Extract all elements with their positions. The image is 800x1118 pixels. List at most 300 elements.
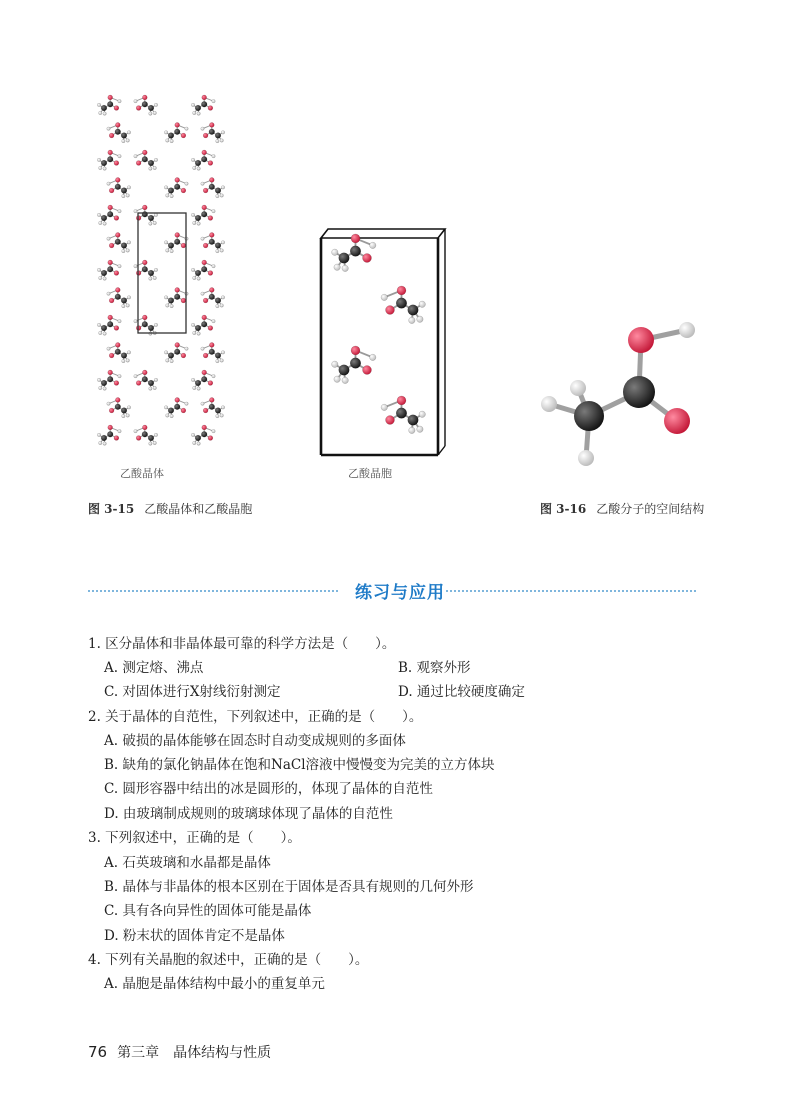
carbon-atom [201,101,207,107]
hydrogen-atom [153,386,156,389]
hydrogen-atom [97,433,100,436]
carbon-atom [215,298,221,304]
hydrogen-atom [170,414,173,417]
hydrogen-atom [170,139,173,142]
acetic-acid-molecule [97,150,121,170]
oxygen-atom [108,205,113,210]
oxygen-atom [208,106,213,111]
acetic-acid-molecule [97,95,121,115]
oxygen-atom [397,396,406,405]
oxygen-atom [209,123,214,128]
hydrogen-atom [185,402,188,405]
hydrogen-atom [381,294,387,300]
acetic-acid-molecule [107,123,131,143]
question-1: 1. 区分晶体和非晶体最可靠的科学方法是（ ）。 [88,636,396,652]
oxygen-atom [202,370,207,375]
hydrogen-atom [212,374,215,377]
carbon-atom [101,435,107,441]
carbon-atom [107,156,113,162]
hydrogen-atom [370,354,376,360]
carbon-atom [623,376,655,408]
carbon-atom [121,188,127,194]
oxygen-atom [115,343,120,348]
hydrogen-atom [107,402,110,405]
carbon-atom [115,349,121,355]
hydrogen-atom [201,292,204,295]
carbon-atom [174,184,180,190]
carbon-atom [168,353,174,359]
carbon-atom [115,184,121,190]
acetic-acid-molecule [134,370,158,390]
carbon-atom [168,298,174,304]
carbon-atom [168,188,174,194]
oxygen-atom [114,271,119,276]
hydrogen-atom [154,433,157,436]
oxygen-atom [209,288,214,293]
hydrogen-atom [149,222,152,225]
carbon-atom [215,133,221,139]
q1-option-d: D. 通过比较硬度确定 [398,684,525,700]
hydrogen-atom [216,414,219,417]
q2-option-c: C. 圆形容器中结出的冰是圆形的，体现了晶体的自范性 [104,781,433,797]
hydrogen-atom [153,166,156,169]
hydrogen-atom [193,331,196,334]
q3-option-b: B. 晶体与非晶体的根本区别在于固体是否具有规则的几何外形 [104,879,474,895]
hydrogen-atom [118,264,121,267]
hydrogen-atom [197,167,200,170]
oxygen-atom [664,408,690,434]
oxygen-atom [203,353,208,358]
hydrogen-atom [221,406,224,409]
hydrogen-atom [342,265,348,271]
acetic-acid-molecule [164,398,188,418]
hydrogen-atom [220,414,223,417]
oxygen-atom [109,133,114,138]
hydrogen-atom [216,304,219,307]
question-3: 3. 下列叙述中，正确的是（ ）。 [88,830,301,846]
oxygen-atom [202,260,207,265]
acetic-acid-molecule [381,396,425,434]
hydrogen-atom [103,442,106,445]
hydrogen-atom [193,111,196,114]
carbon-atom [115,294,121,300]
hydrogen-atom [134,429,137,432]
hydrogen-atom [153,221,156,224]
carbon-atom [215,188,221,194]
carbon-atom [115,239,121,245]
oxygen-atom [209,178,214,183]
hydrogen-atom [409,427,415,433]
hydrogen-atom [107,182,110,185]
hydrogen-atom [164,406,167,409]
carbon-atom [201,376,207,382]
hydrogen-atom [191,378,194,381]
q1-option-c: C. 对固体进行X射线衍射测定 [104,684,281,700]
hydrogen-atom [197,277,200,280]
hydrogen-atom [170,359,173,362]
hydrogen-atom [216,139,219,142]
hydrogen-atom [332,249,338,255]
oxygen-atom [181,133,186,138]
hydrogen-atom [220,249,223,252]
oxygen-atom [114,161,119,166]
hydrogen-atom [334,264,340,270]
page-footer [88,1042,271,1062]
hydrogen-atom [118,99,121,102]
hydrogen-atom [97,268,100,271]
oxygen-atom [115,123,120,128]
acetic-acid-molecule [191,315,215,335]
carbon-atom [215,408,221,414]
hydrogen-atom [197,112,200,115]
hydrogen-atom [212,264,215,267]
oxygen-atom [175,288,180,293]
carbon-atom [396,298,407,309]
carbon-atom [107,321,113,327]
hydrogen-atom [154,378,157,381]
hydrogen-atom [201,402,204,405]
hydrogen-atom [97,213,100,216]
hydrogen-atom [419,301,425,307]
hydrogen-atom [118,209,121,212]
hydrogen-atom [191,323,194,326]
hydrogen-atom [381,404,387,410]
hydrogen-atom [154,213,157,216]
acetic-acid-molecule [332,346,376,384]
oxygen-atom [109,353,114,358]
hydrogen-atom [191,158,194,161]
carbon-atom [107,211,113,217]
acetic-acid-crystal-lattice [97,95,224,445]
hydrogen-atom [127,296,130,299]
oxygen-atom [203,298,208,303]
oxygen-atom [109,188,114,193]
carbon-atom [142,156,148,162]
carbon-atom [121,408,127,414]
hydrogen-atom [134,374,137,377]
hydrogen-atom [191,213,194,216]
carbon-atom [201,321,207,327]
hydrogen-atom [201,347,204,350]
hydrogen-atom [164,131,167,134]
acetic-acid-molecule [134,150,158,170]
hydrogen-atom [134,99,137,102]
carbon-atom [107,431,113,437]
acetic-acid-molecule [107,233,131,253]
oxygen-atom [175,123,180,128]
acetic-acid-molecule [107,178,131,198]
carbon-atom [148,380,154,386]
hydrogen-atom [216,249,219,252]
oxygen-atom [115,288,120,293]
hydrogen-atom [679,322,695,338]
hydrogen-atom [193,386,196,389]
carbon-atom [339,253,350,264]
hydrogen-atom [127,186,130,189]
hydrogen-atom [419,411,425,417]
hydrogen-atom [126,249,129,252]
oxygen-atom [142,370,147,375]
hydrogen-atom [122,359,125,362]
hydrogen-atom [99,111,102,114]
hydrogen-atom [103,277,106,280]
acetic-acid-molecule [201,123,225,143]
hydrogen-atom [220,194,223,197]
acetic-acid-molecule-model [541,322,695,466]
hydrogen-atom [191,433,194,436]
oxygen-atom [136,161,141,166]
oxygen-atom [136,106,141,111]
hydrogen-atom [103,167,106,170]
page-number: 76 [88,1043,108,1061]
carbon-atom [350,246,361,257]
carbon-atom [209,349,215,355]
carbon-atom [121,353,127,359]
carbon-atom [142,431,148,437]
hydrogen-atom [149,277,152,280]
oxygen-atom [136,436,141,441]
fig315-title: 乙酸晶体和乙酸晶胞 [144,502,253,516]
acetic-acid-molecule [164,343,188,363]
acetic-acid-molecule [97,260,121,280]
oxygen-atom [202,315,207,320]
oxygen-atom [114,106,119,111]
hydrogen-atom [185,127,188,130]
acetic-acid-molecule [134,425,158,445]
hydrogen-atom [122,249,125,252]
hydrogen-atom [220,359,223,362]
oxygen-atom [114,326,119,331]
question-2: 2. 关于晶体的自范性，下列叙述中，正确的是（ ）。 [88,709,423,725]
oxygen-atom [202,95,207,100]
oxygen-atom [181,298,186,303]
carbon-atom [142,266,148,272]
hydrogen-atom [122,194,125,197]
acetic-acid-molecule [97,370,121,390]
hydrogen-atom [197,332,200,335]
oxygen-atom [202,205,207,210]
oxygen-atom [142,150,147,155]
hydrogen-atom [541,396,557,412]
oxygen-atom [175,178,180,183]
hydrogen-atom [134,154,137,157]
hydrogen-atom [164,351,167,354]
carbon-atom [121,133,127,139]
hydrogen-atom [212,154,215,157]
hydrogen-atom [126,139,129,142]
carbon-atom [215,353,221,359]
unit-cell-molecules [332,234,426,434]
carbon-atom [115,404,121,410]
carbon-atom [101,215,107,221]
oxygen-atom [181,408,186,413]
hydrogen-atom [134,319,137,322]
oxygen-atom [175,233,180,238]
hydrogen-atom [103,387,106,390]
hydrogen-atom [193,276,196,279]
carbon-atom [121,243,127,249]
carbon-atom [142,376,148,382]
acetic-acid-molecule [97,315,121,335]
acetic-acid-molecule [191,150,215,170]
hydrogen-atom [103,332,106,335]
carbon-atom [101,380,107,386]
acetic-acid-molecule [201,398,225,418]
hydrogen-atom [166,249,169,252]
hydrogen-atom [170,249,173,252]
oxygen-atom [142,315,147,320]
hydrogen-atom [221,351,224,354]
oxygen-atom [108,315,113,320]
hydrogen-atom [212,99,215,102]
hydrogen-atom [154,158,157,161]
oxygen-atom [175,343,180,348]
hydrogen-atom [134,264,137,267]
hydrogen-atom [127,406,130,409]
oxygen-atom [203,408,208,413]
carbon-atom [101,270,107,276]
oxygen-atom [108,260,113,265]
acetic-acid-molecule [164,178,188,198]
carbon-atom [107,101,113,107]
hydrogen-atom [220,304,223,307]
hydrogen-atom [154,268,157,271]
carbon-atom [148,270,154,276]
hydrogen-atom [201,182,204,185]
q3-option-a: A. 石英玻璃和水晶都是晶体 [104,855,271,871]
carbon-atom [201,431,207,437]
carbon-atom [174,349,180,355]
oxygen-atom [202,425,207,430]
hydrogen-atom [166,304,169,307]
oxygen-atom [203,243,208,248]
hydrogen-atom [99,331,102,334]
carbon-atom [107,376,113,382]
hydrogen-atom [201,127,204,130]
oxygen-atom [209,343,214,348]
hydrogen-atom [126,414,129,417]
carbon-atom [201,266,207,272]
question-4: 4. 下列有关晶胞的叙述中，正确的是（ ）。 [88,952,369,968]
hydrogen-atom [154,323,157,326]
hydrogen-atom [212,429,215,432]
oxygen-atom [109,298,114,303]
hydrogen-atom [197,222,200,225]
oxygen-atom [208,436,213,441]
hydrogen-atom [149,112,152,115]
hydrogen-atom [107,292,110,295]
hydrogen-atom [212,319,215,322]
q2-option-a: A. 破损的晶体能够在固态时自动变成规则的多面体 [104,733,406,749]
oxygen-atom [114,436,119,441]
carbon-atom [209,184,215,190]
oxygen-atom [209,233,214,238]
oxygen-atom [109,408,114,413]
hydrogen-atom [170,304,173,307]
carbon-atom [148,325,154,331]
oxygen-atom [142,425,147,430]
hydrogen-atom [201,237,204,240]
hydrogen-atom [153,111,156,114]
hydrogen-atom [154,103,157,106]
carbon-atom [174,294,180,300]
carbon-atom [195,215,201,221]
hydrogen-atom [99,441,102,444]
q1-option-a: A. 测定熔、沸点 [104,660,204,676]
fig315-left-label: 乙酸晶体 [120,467,164,480]
acetic-acid-molecule [201,178,225,198]
oxygen-atom [115,398,120,403]
oxygen-atom [363,366,372,375]
hydrogen-atom [197,387,200,390]
acetic-acid-molecule [134,95,158,115]
oxygen-atom [351,346,360,355]
acetic-acid-molecule [191,260,215,280]
acetic-acid-molecule [191,205,215,225]
carbon-atom [101,325,107,331]
oxygen-atom [202,150,207,155]
oxygen-atom [363,254,372,263]
hydrogen-atom [409,317,415,323]
hydrogen-atom [126,359,129,362]
hydrogen-atom [97,378,100,381]
hydrogen-atom [97,158,100,161]
carbon-atom [195,435,201,441]
hydrogen-atom [166,414,169,417]
hydrogen-atom [118,429,121,432]
hydrogen-atom [149,167,152,170]
carbon-atom [195,160,201,166]
hydrogen-atom [221,131,224,134]
oxygen-atom [208,216,213,221]
carbon-atom [115,129,121,135]
carbon-atom [195,325,201,331]
fig315-right-label: 乙酸晶胞 [348,467,392,480]
carbon-atom [148,105,154,111]
oxygen-atom [136,381,141,386]
hydrogen-atom [166,194,169,197]
acetic-acid-molecule [164,233,188,253]
hydrogen-atom [570,380,586,396]
acetic-acid-molecule [97,205,121,225]
fig316-caption [540,500,704,517]
acetic-acid-molecule [191,425,215,445]
hydrogen-atom [103,112,106,115]
hydrogen-atom [191,103,194,106]
oxygen-atom [203,133,208,138]
hydrogen-atom [221,241,224,244]
oxygen-atom [115,178,120,183]
carbon-atom [168,133,174,139]
oxygen-atom [108,150,113,155]
acetic-acid-molecule [107,288,131,308]
oxygen-atom [181,243,186,248]
carbon-atom [195,105,201,111]
carbon-atom [201,156,207,162]
hydrogen-atom [334,376,340,382]
hydrogen-atom [122,414,125,417]
carbon-atom [195,380,201,386]
hydrogen-atom [118,154,121,157]
hydrogen-atom [185,182,188,185]
carbon-atom [101,160,107,166]
oxygen-atom [114,381,119,386]
hydrogen-atom [170,194,173,197]
acetic-acid-molecule [97,425,121,445]
oxygen-atom [386,306,395,315]
carbon-atom [168,243,174,249]
acetic-acid-molecule [201,288,225,308]
